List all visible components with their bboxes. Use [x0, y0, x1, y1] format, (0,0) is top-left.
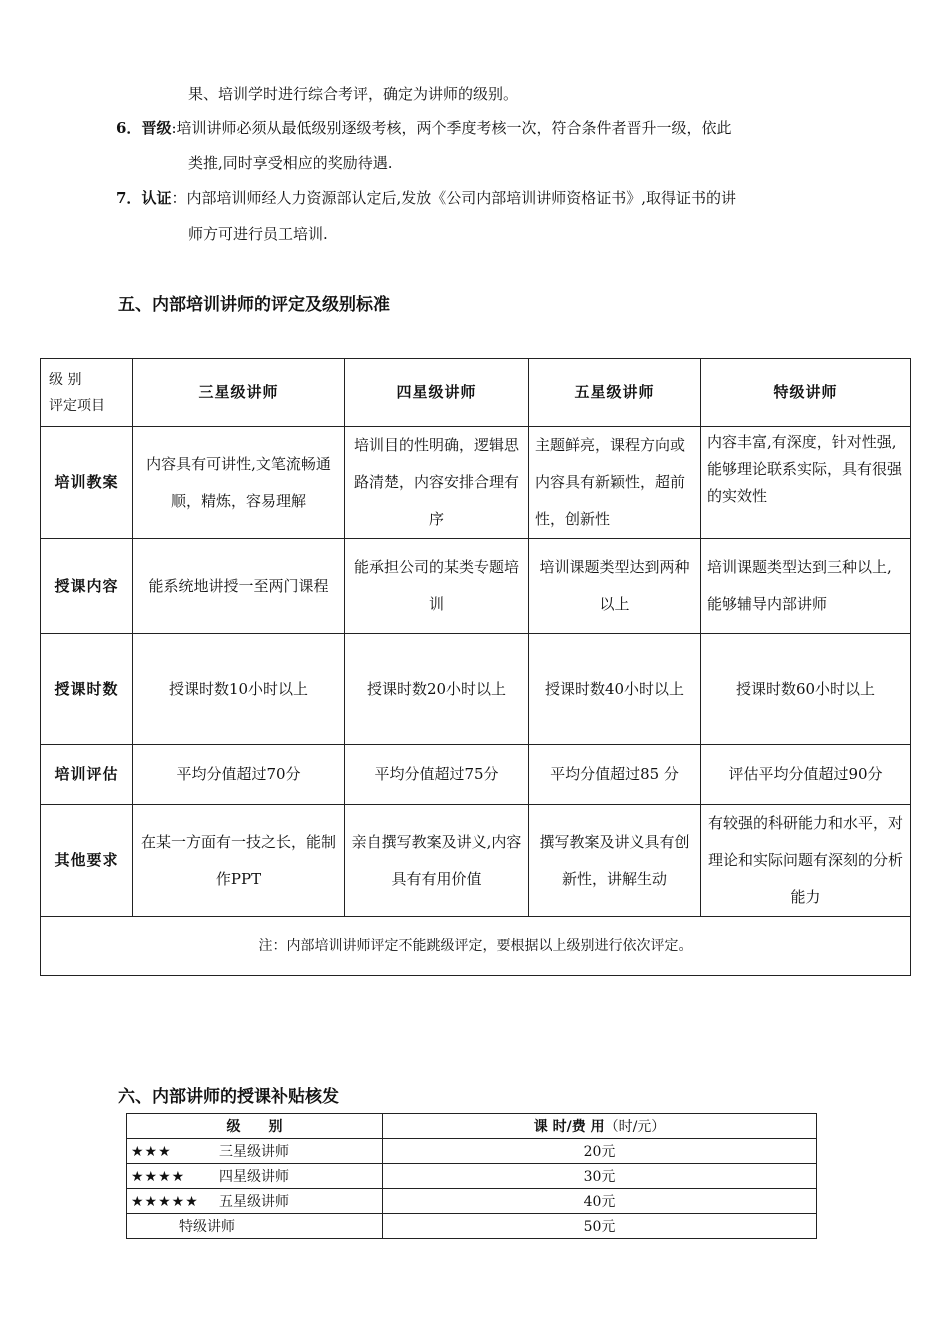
table-cell: 平均分值超过85 分 [529, 745, 701, 805]
table-cell: 能承担公司的某类专题培训 [345, 539, 529, 634]
item-6-continuation: 类推,同时享受相应的奖励待遇. [188, 154, 393, 172]
table-row [41, 427, 911, 539]
table-cell: 平均分值超过70分 [133, 745, 345, 805]
level-cell [127, 1164, 383, 1189]
table-cell: 培训课题类型达到两种以上 [529, 539, 701, 634]
column-header: 四星级讲师 [345, 359, 529, 427]
star-rating: ★★★ [131, 1144, 172, 1160]
table-row [127, 1164, 817, 1189]
item-6 [116, 118, 732, 138]
item-6-text: :培训讲师必须从最低级别逐级考核，两个季度考核一次，符合条件者晋升一级，依此 [171, 119, 732, 137]
column-header: 三星级讲师 [133, 359, 345, 427]
row-header: 其他要求 [41, 805, 133, 917]
table-cell: 主题鲜亮，课程方向或内容具有新颖性，超前性，创新性 [529, 427, 701, 539]
level-header: 级 别 [127, 1114, 383, 1139]
subsidy-header-row [127, 1114, 817, 1139]
fee-header [383, 1114, 817, 1139]
fee-cell: 30元 [383, 1164, 817, 1189]
table-cell: 有较强的科研能力和水平，对理论和实际问题有深刻的分析能力 [701, 805, 911, 917]
table-row [41, 745, 911, 805]
item-6-number: 6． [116, 119, 142, 137]
fee-cell: 50元 [383, 1214, 817, 1239]
table-note: 注：内部培训讲师评定不能跳级评定，要根据以上级别进行依次评定。 [41, 917, 911, 976]
table-row [127, 1214, 817, 1239]
row-header: 授课时数 [41, 634, 133, 745]
column-header: 特级讲师 [701, 359, 911, 427]
corner-level-label: 级 别 [49, 371, 82, 388]
lecturer-standards-table [40, 358, 911, 976]
corner-item-label: 评定项目 [49, 397, 105, 414]
row-header: 培训教案 [41, 427, 133, 539]
level-cell [127, 1189, 383, 1214]
table-cell: 授课时数40小时以上 [529, 634, 701, 745]
item-7-text: ：内部培训师经人力资源部认定后,发放《公司内部培训讲师资格证书》,取得证书的讲 [171, 189, 736, 207]
level-name: 五星级讲师 [219, 1194, 289, 1210]
table-cell: 授课时数20小时以上 [345, 634, 529, 745]
corner-cell [41, 359, 133, 427]
level-name: 四星级讲师 [219, 1169, 289, 1185]
level-name: 三星级讲师 [219, 1144, 289, 1160]
table-row [127, 1139, 817, 1164]
item-6-label: 晋级 [141, 119, 172, 137]
row-header: 培训评估 [41, 745, 133, 805]
section-5-title: 五、内部培训讲师的评定及级别标准 [118, 295, 390, 315]
level-cell [127, 1139, 383, 1164]
table-cell: 撰写教案及讲义具有创新性，讲解生动 [529, 805, 701, 917]
fee-header-unit: （时/元） [604, 1119, 666, 1135]
item-7-continuation: 师方可进行员工培训. [188, 225, 328, 243]
table-cell: 内容具有可讲性,文笔流畅通顺，精炼，容易理解 [133, 427, 345, 539]
table-cell: 培训课题类型达到三种以上,能够辅导内部讲师 [701, 539, 911, 634]
table-row [41, 634, 911, 745]
section-6-title: 六、内部讲师的授课补贴核发 [118, 1087, 339, 1107]
column-header: 五星级讲师 [529, 359, 701, 427]
level-name: 特级讲师 [179, 1219, 235, 1235]
star-rating: ★★★★ [131, 1169, 186, 1185]
intro-line-1: 果、培训学时进行综合考评，确定为讲师的级别。 [188, 85, 519, 103]
table-cell: 能系统地讲授一至两门课程 [133, 539, 345, 634]
fee-cell: 40元 [383, 1189, 817, 1214]
subsidy-table [126, 1113, 817, 1239]
level-cell [127, 1214, 383, 1239]
table-cell: 在某一方面有一技之长，能制作PPT [133, 805, 345, 917]
table-header-row [41, 359, 911, 427]
item-7 [116, 188, 736, 208]
table-cell: 授课时数60小时以上 [701, 634, 911, 745]
table-row [127, 1189, 817, 1214]
item-7-label: 认证 [141, 189, 172, 207]
table-cell: 平均分值超过75分 [345, 745, 529, 805]
row-header: 授课内容 [41, 539, 133, 634]
table-row [41, 805, 911, 917]
note-row [41, 917, 911, 976]
table-cell: 授课时数10小时以上 [133, 634, 345, 745]
table-cell: 内容丰富,有深度，针对性强,能够理论联系实际，具有很强的实效性 [701, 427, 911, 539]
star-rating: ★★★★★ [131, 1194, 199, 1210]
fee-header-label: 课 时/费 用 [533, 1119, 605, 1135]
table-cell: 亲自撰写教案及讲义,内容具有有用价值 [345, 805, 529, 917]
item-7-number: 7． [116, 189, 142, 207]
table-row [41, 539, 911, 634]
table-cell: 评估平均分值超过90分 [701, 745, 911, 805]
fee-cell: 20元 [383, 1139, 817, 1164]
table-cell: 培训目的性明确，逻辑思路清楚，内容安排合理有序 [345, 427, 529, 539]
